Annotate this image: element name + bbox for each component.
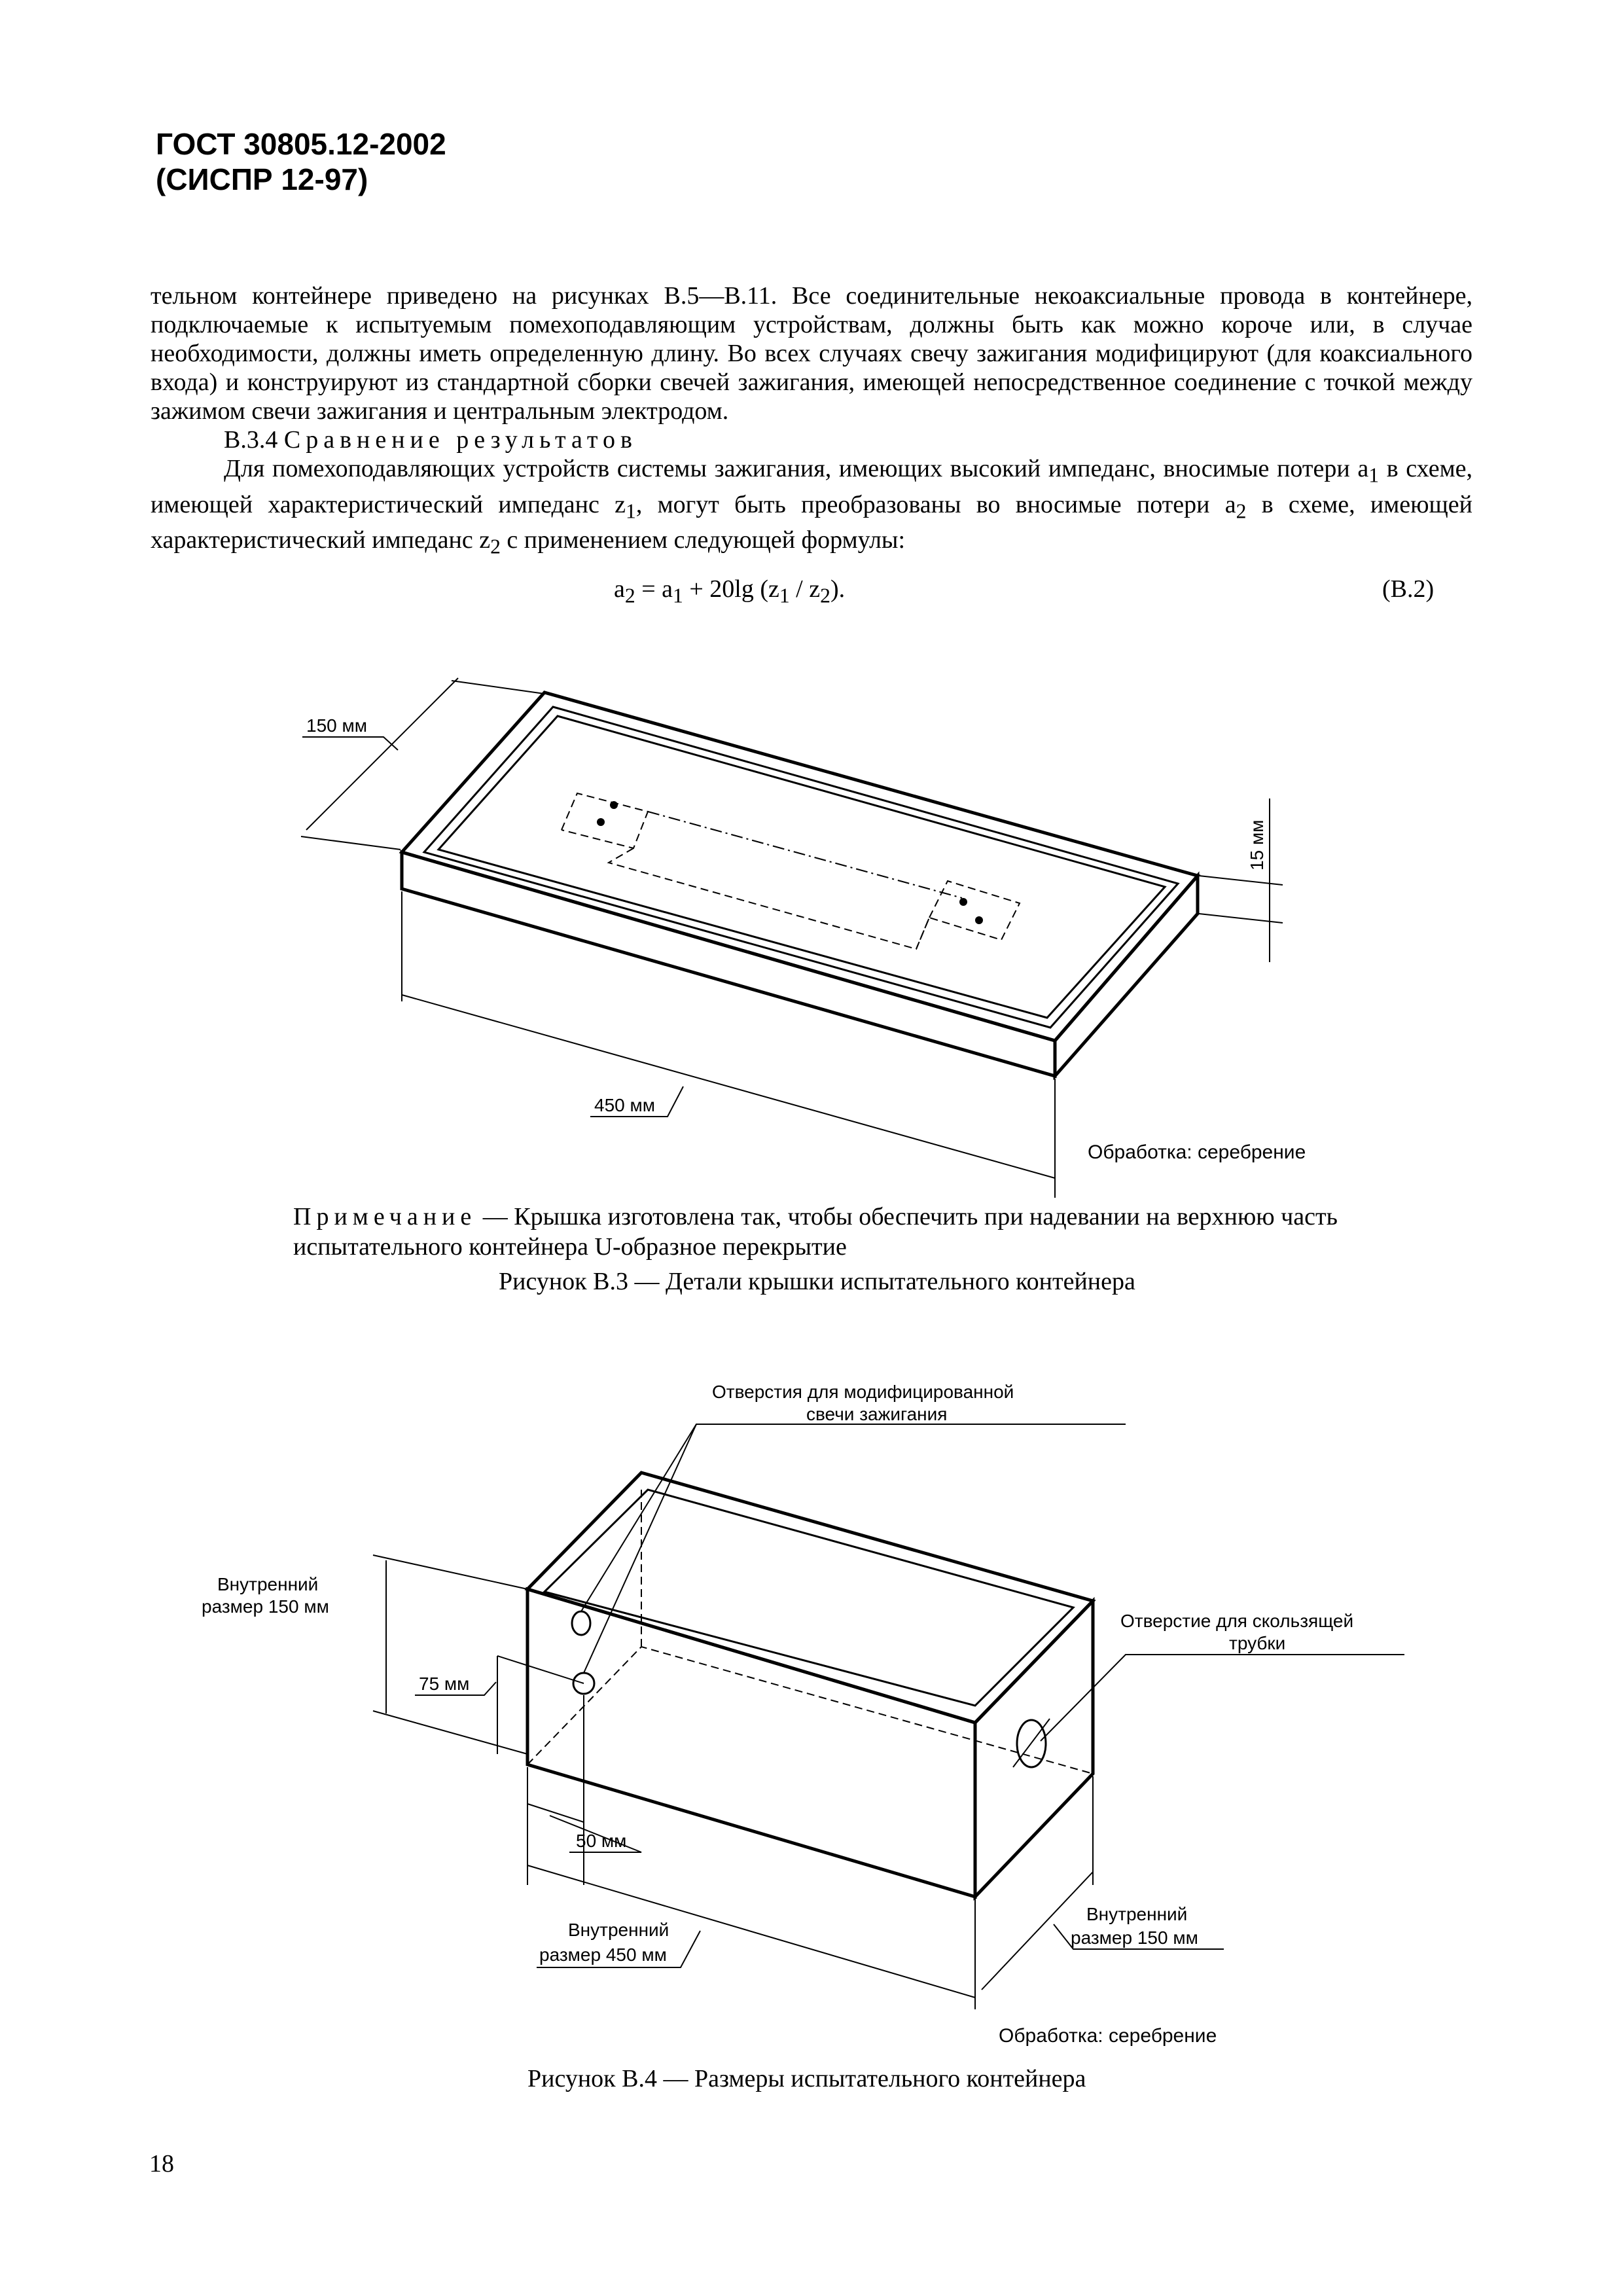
finish-note-fig4: Обработка: серебрение — [999, 2025, 1217, 2047]
formula-b2: $a_2 = a_1 + 20\lg$ $(z_1 / z_2)$. — [614, 575, 846, 607]
inner-h-label-line2: размер 150 мм — [202, 1596, 329, 1617]
body-text — [151, 281, 1472, 562]
tube-leader — [1041, 1655, 1404, 1741]
inner-w-label-line1: Внутренний — [1086, 1904, 1188, 1924]
lid-rim — [424, 707, 1178, 1028]
bracket-right-plate — [916, 881, 1020, 949]
tube-label-line1: Отверстие для скользящей — [1120, 1611, 1354, 1631]
dim-width-ext2 — [452, 681, 544, 694]
hole-4 — [975, 916, 983, 924]
tube-label-line2: трубки — [1229, 1633, 1286, 1653]
hole-1 — [597, 818, 605, 826]
bracket-centerline — [648, 812, 962, 898]
lid-side-face — [1055, 876, 1198, 1076]
document-code: ГОСТ 30805.12-2002 — [156, 127, 446, 161]
inner-len-label-line2: размер 450 мм — [539, 1945, 667, 1965]
section-heading — [151, 425, 1472, 454]
box-side — [975, 1601, 1093, 1897]
dim-length-label: 450 мм — [594, 1095, 655, 1115]
page-number: 18 — [149, 2150, 174, 2178]
dim-75-label: 75 мм — [419, 1674, 470, 1694]
dim-inner-h-ext2 — [373, 1711, 527, 1754]
holes-leader-1 — [581, 1424, 1126, 1611]
dim-inner-h-ext1 — [373, 1555, 527, 1589]
formula-label: (В.2) — [1382, 575, 1435, 603]
dim-width-ext1 — [301, 836, 401, 850]
paragraph-comparison: Для помехоподавляющих устройств системы зажигания, имеющих высокий импеданс, вносимые потери $a_1$ в схеме, имеющей характеристический импеданс $z_1$, могут быть преобразованы во вносимые потери $a_2$ в схеме, имеющей характеристический импеданс $z_2$ с применением следующей формулы: — [151, 455, 1473, 558]
dim-width-line — [306, 678, 458, 830]
dim-length-line — [402, 995, 1055, 1178]
box-hidden-bottom — [527, 1647, 1093, 1774]
lid-rim-inner — [438, 716, 1165, 1018]
paragraph-continued: тельном контейнере приведено на рисунках В.5—В.11. Все соединительные некоаксиальные провода в контейнере, подключаемые к испытуемым помехоподавляющим устройствам, должны быть как можно короче или, в случае необходимости, должны иметь определенную длину. Во всех случаях свечу зажигания модифицируют (для коаксиального входа) и конструируют из стандартной сборки свечей зажигания, имеющей непосредственное соединение с точкой между зажимом свечи зажигания и центральным электродом. — [151, 282, 1472, 425]
lid-drawing — [0, 655, 1623, 1217]
bracket-channel — [609, 848, 929, 949]
dim-75-ext — [497, 1656, 584, 1683]
dim-50-label: 50 мм — [576, 1831, 627, 1851]
dim-height-label: 15 мм — [1247, 819, 1267, 870]
figure4-caption: Рисунок В.4 — Размеры испытательного контейнера — [527, 2065, 1086, 2092]
dim-width-label: 150 мм — [306, 715, 367, 736]
lid-front-face — [402, 852, 1055, 1076]
plug-hole-1 — [572, 1611, 590, 1635]
holes-label-line2: свечи зажигания — [806, 1404, 948, 1424]
inner-len-label-line1: Внутренний — [568, 1920, 669, 1940]
document-code-alt: (СИСПР 12-97) — [156, 162, 368, 196]
hole-2 — [610, 801, 618, 809]
section-title: Сравнение результатов — [283, 426, 637, 454]
note-label: Примечание — [293, 1203, 477, 1230]
figure3-caption: Рисунок В.3 — Детали крышки испытательного контейнера — [499, 1268, 1135, 1295]
section-number: В.3.4 — [224, 426, 278, 454]
dim-width-leader — [302, 737, 398, 750]
bracket-left-plate — [562, 793, 648, 848]
lid-top-outline — [402, 692, 1198, 1041]
dim-50-line — [527, 1804, 584, 1822]
figure3-note — [293, 1202, 1353, 1262]
inner-h-label-line1: Внутренний — [217, 1574, 319, 1594]
holes-label-line1: Отверстия для модифицированной — [712, 1382, 1014, 1402]
container-drawing — [0, 1361, 1623, 2042]
hole-3 — [959, 898, 967, 906]
inner-w-label-line2: размер 150 мм — [1071, 1928, 1198, 1948]
box-top — [527, 1473, 1093, 1723]
finish-note-fig3: Обработка: серебрение — [1088, 1141, 1306, 1163]
tube-hole-cross — [1013, 1719, 1050, 1767]
note-text: — Крышка изготовлена так, чтобы обеспечить при надевании на верхнюю часть испытательного контейнера U-образное перекрытие — [293, 1203, 1338, 1261]
